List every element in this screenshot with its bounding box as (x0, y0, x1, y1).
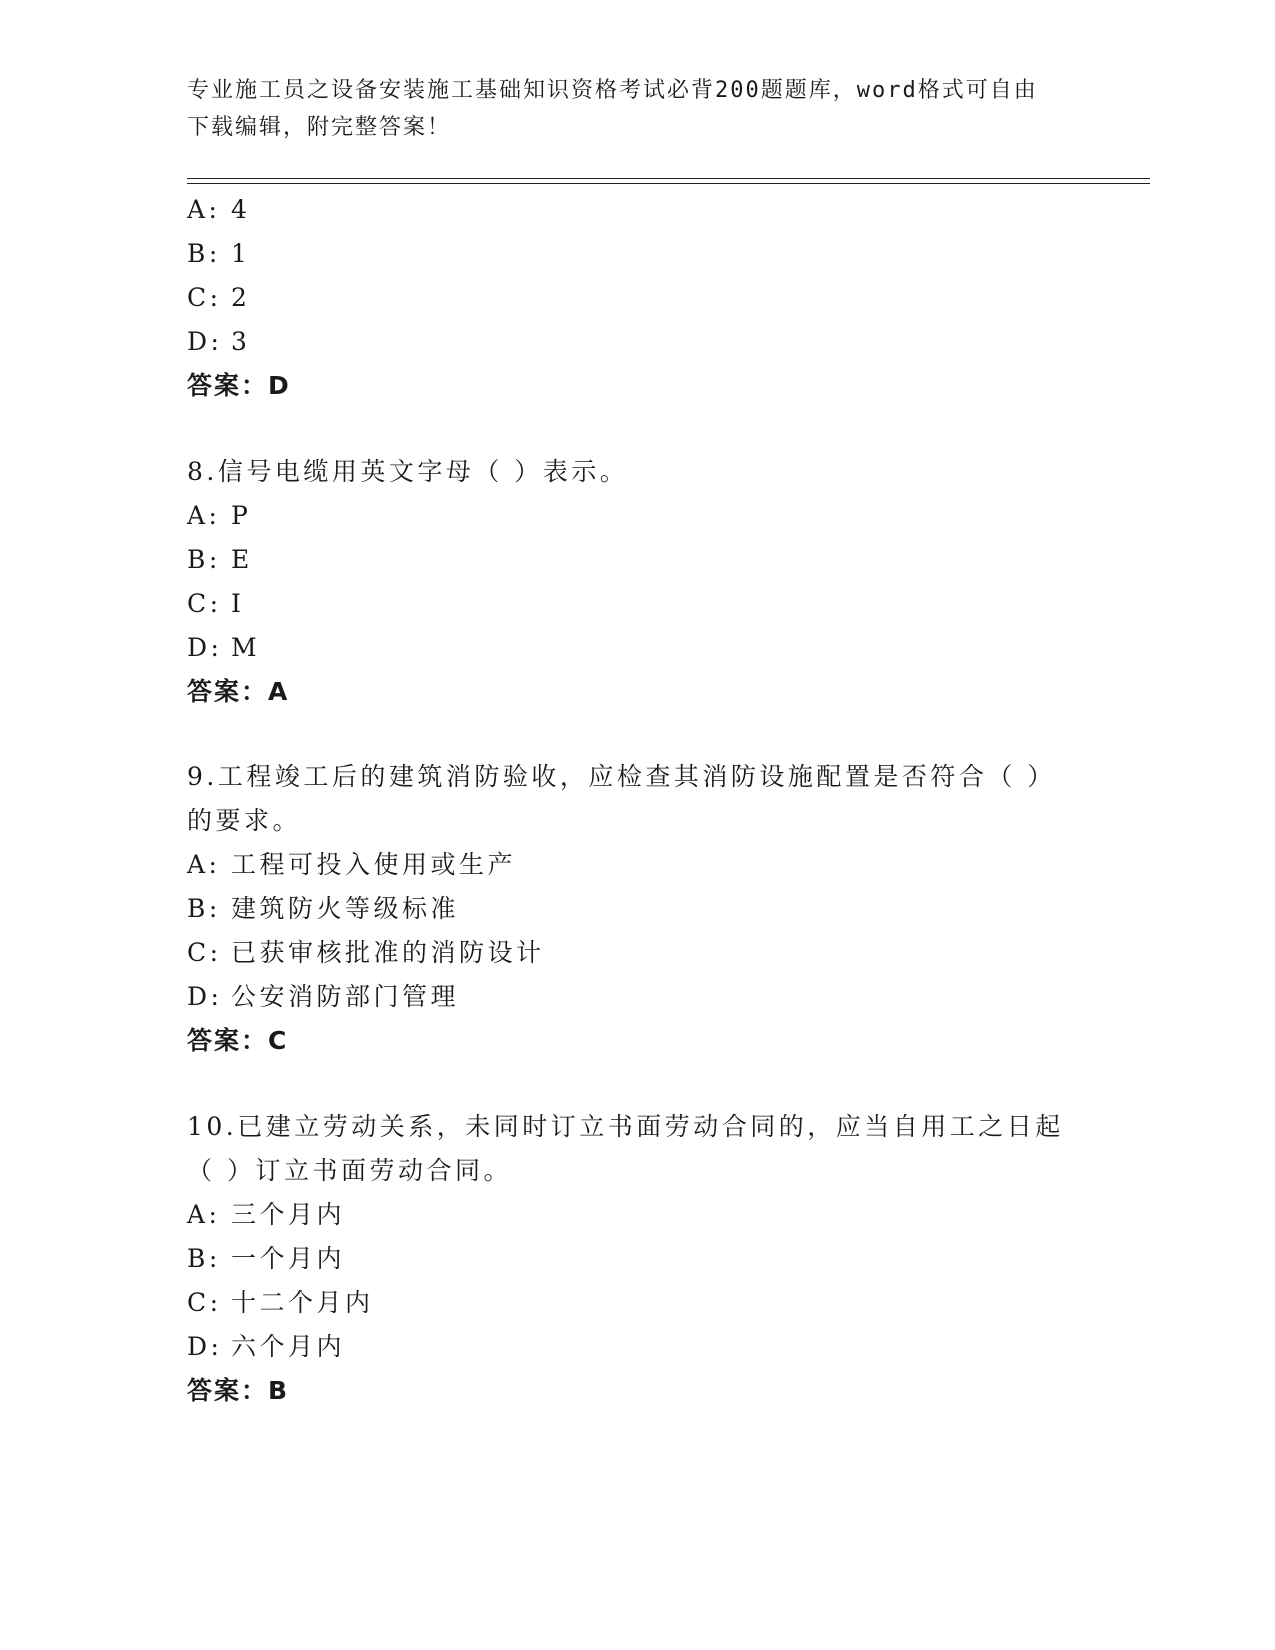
q9-question-line-2: 的要求。 (187, 806, 302, 835)
q7-answer: 答案：D (187, 371, 291, 400)
q9-option-c (187, 936, 545, 970)
option-label: D: (187, 327, 223, 356)
option-label: D: (187, 1332, 223, 1361)
q10-option-c (187, 1286, 374, 1320)
option-label: D: (187, 633, 223, 662)
q9-option-b (187, 892, 459, 926)
option-text: M (231, 633, 261, 662)
document-header (187, 72, 1067, 146)
option-label: B: (187, 894, 221, 923)
q9-option-a (187, 848, 516, 882)
option-text: I (231, 589, 245, 618)
option-label: D: (187, 982, 223, 1011)
option-label: C: (187, 589, 222, 618)
header-rule-top (187, 178, 1150, 179)
header-rule-bottom (187, 183, 1150, 184)
option-text: 已获审核批准的消防设计 (231, 938, 545, 967)
option-text: 三个月内 (231, 1200, 346, 1229)
option-text: P (231, 501, 252, 530)
option-label: A: (187, 501, 221, 530)
option-label: A: (187, 850, 221, 879)
option-text: 六个月内 (231, 1332, 346, 1361)
header-line-1: 专业施工员之设备安装施工基础知识资格考试必背200题题库，word格式可自由 (187, 78, 1038, 103)
option-label: B: (187, 239, 221, 268)
q8-option-b (187, 543, 253, 577)
q10-answer: 答案：B (187, 1376, 290, 1405)
option-label: B: (187, 545, 221, 574)
option-label: C: (187, 1288, 222, 1317)
q10-option-d (187, 1330, 345, 1364)
option-text: 一个月内 (231, 1244, 346, 1273)
q10-question-line-1: 10.已建立劳动关系，未同时订立书面劳动合同的，应当自用工之日起 (187, 1112, 1064, 1141)
option-label: A: (187, 1200, 221, 1229)
option-text: 公安消防部门管理 (231, 982, 460, 1011)
option-label: C: (187, 938, 222, 967)
q10-question-line-2: （ ）订立书面劳动合同。 (187, 1156, 512, 1185)
q10-option-b (187, 1242, 345, 1276)
q8-option-d (187, 631, 260, 665)
header-line-2: 下载编辑，附完整答案！ (187, 115, 452, 140)
option-text: 4 (231, 195, 251, 224)
option-text: 建筑防火等级标准 (231, 894, 460, 923)
option-text: 3 (231, 327, 251, 356)
option-label: A: (187, 195, 221, 224)
q9-answer: 答案：C (187, 1026, 289, 1055)
q8-option-c (187, 587, 244, 621)
q7-option-d (187, 325, 250, 359)
q7-option-c (187, 281, 250, 315)
option-label: B: (187, 1244, 221, 1273)
q9-question-line-1: 9.工程竣工后的建筑消防验收，应检查其消防设施配置是否符合（ ） (187, 762, 1056, 791)
q10-option-a (187, 1198, 345, 1232)
option-label: C: (187, 283, 222, 312)
q8-option-a (187, 499, 251, 533)
q9-option-d (187, 980, 459, 1014)
q7-option-b (187, 237, 250, 271)
option-text: 2 (231, 283, 251, 312)
option-text: 十二个月内 (231, 1288, 374, 1317)
q7-option-a (187, 193, 250, 227)
option-text: 1 (231, 239, 251, 268)
option-text: E (231, 545, 253, 574)
q8-question: 8.信号电缆用英文字母（ ）表示。 (187, 457, 629, 486)
option-text: 工程可投入使用或生产 (231, 850, 517, 879)
q8-answer: 答案：A (187, 677, 290, 706)
